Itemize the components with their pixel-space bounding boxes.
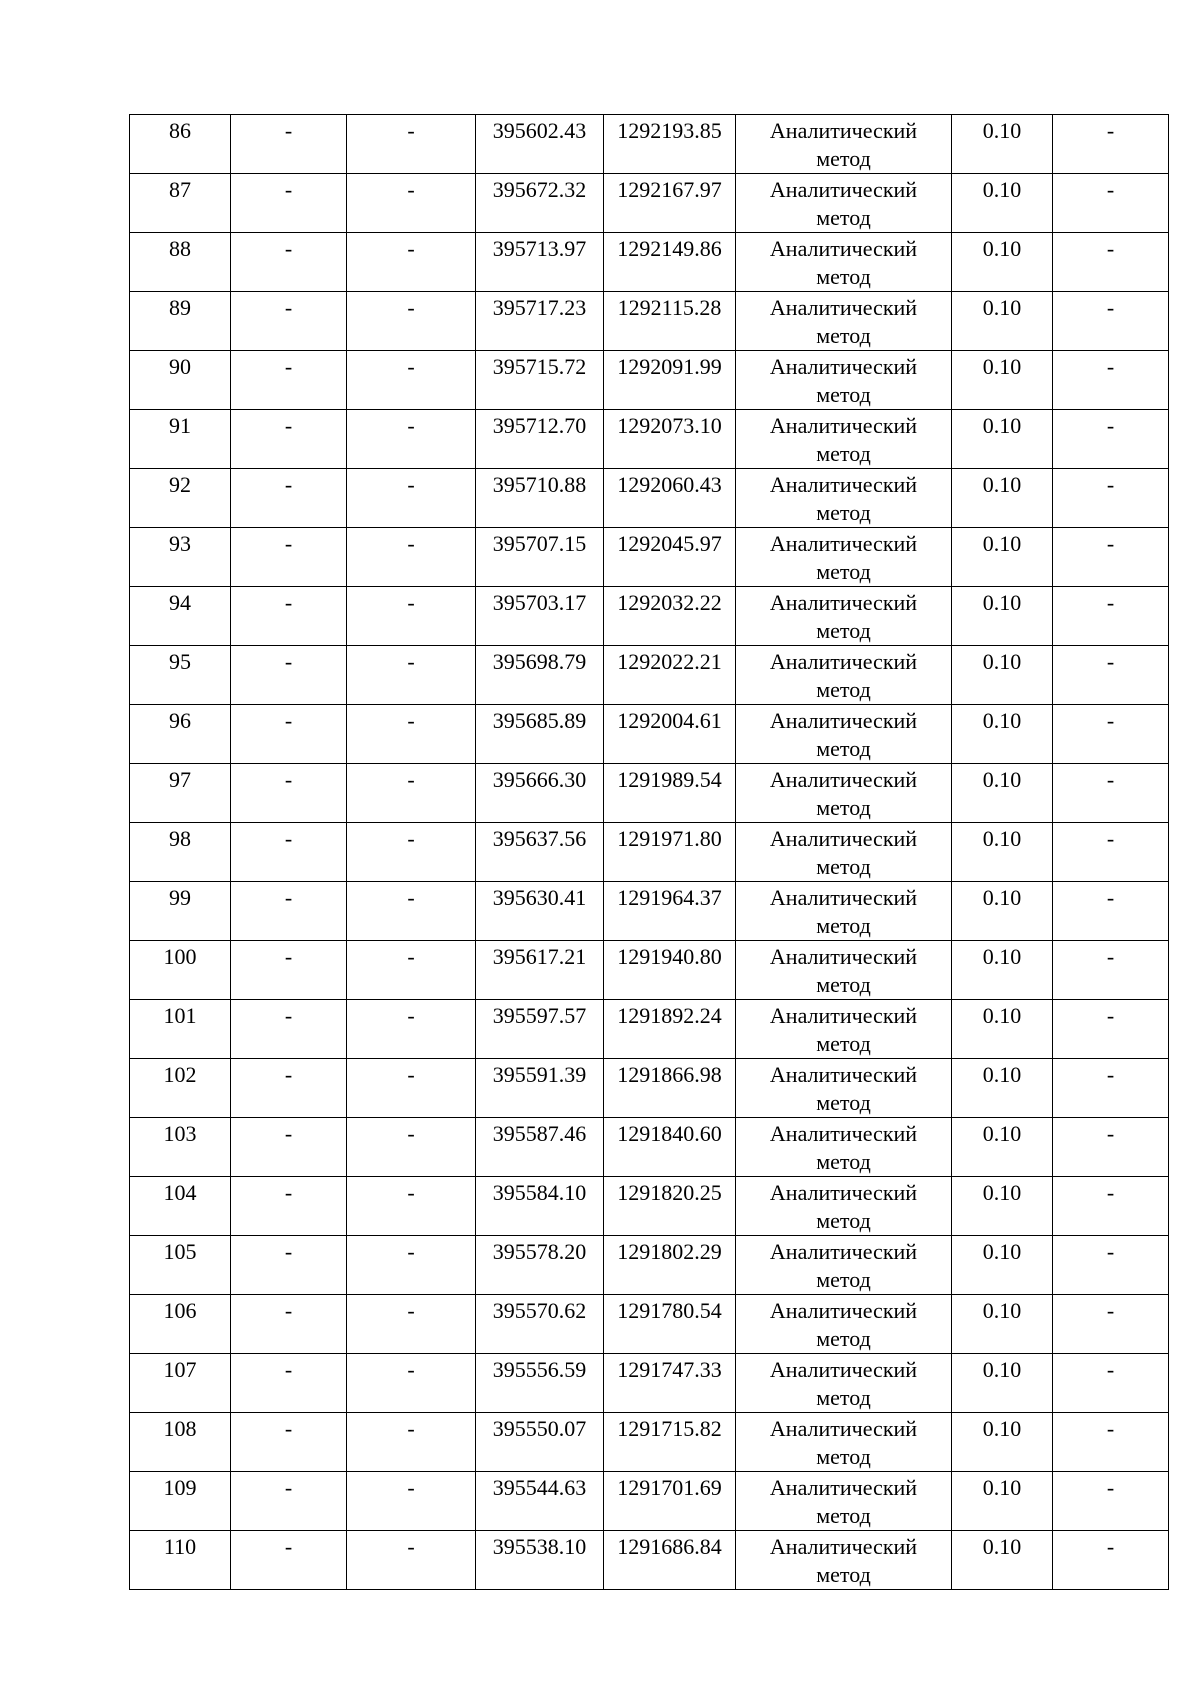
point-number-cell: 99 xyxy=(130,882,231,941)
method-cell xyxy=(736,587,952,646)
method-line-2: метод xyxy=(816,146,871,171)
x-coordinate-cell: 395717.23 xyxy=(476,292,604,351)
method-line-1: Аналитический xyxy=(769,826,918,851)
method-cell xyxy=(736,469,952,528)
x-coordinate-cell: 395538.10 xyxy=(476,1531,604,1590)
empty-dash-cell: - xyxy=(347,1413,476,1472)
point-number-cell: 93 xyxy=(130,528,231,587)
empty-dash-cell: - xyxy=(231,469,347,528)
empty-dash-cell: - xyxy=(347,764,476,823)
point-number-cell: 104 xyxy=(130,1177,231,1236)
empty-dash-cell: - xyxy=(231,1059,347,1118)
y-coordinate-cell: 1292004.61 xyxy=(604,705,736,764)
method-line-2: метод xyxy=(816,1149,871,1174)
empty-dash-cell: - xyxy=(347,1472,476,1531)
empty-dash-cell: - xyxy=(1053,1059,1169,1118)
method-cell xyxy=(736,528,952,587)
method-cell xyxy=(736,823,952,882)
method-line-1: Аналитический xyxy=(769,1180,918,1205)
empty-dash-cell: - xyxy=(231,646,347,705)
table-row xyxy=(130,646,1169,705)
empty-dash-cell: - xyxy=(231,233,347,292)
accuracy-cell: 0.10 xyxy=(952,941,1053,1000)
empty-dash-cell: - xyxy=(347,410,476,469)
y-coordinate-cell: 1291802.29 xyxy=(604,1236,736,1295)
x-coordinate-cell: 395584.10 xyxy=(476,1177,604,1236)
method-cell xyxy=(736,1531,952,1590)
point-number-cell: 105 xyxy=(130,1236,231,1295)
y-coordinate-cell: 1291892.24 xyxy=(604,1000,736,1059)
table-row xyxy=(130,1472,1169,1531)
method-line-1: Аналитический xyxy=(769,1416,918,1441)
empty-dash-cell: - xyxy=(1053,1177,1169,1236)
accuracy-cell: 0.10 xyxy=(952,1118,1053,1177)
empty-dash-cell: - xyxy=(231,528,347,587)
empty-dash-cell: - xyxy=(1053,115,1169,174)
table-row xyxy=(130,705,1169,764)
x-coordinate-cell: 395550.07 xyxy=(476,1413,604,1472)
x-coordinate-cell: 395672.32 xyxy=(476,174,604,233)
empty-dash-cell: - xyxy=(347,115,476,174)
method-line-1: Аналитический xyxy=(769,295,918,320)
x-coordinate-cell: 395685.89 xyxy=(476,705,604,764)
empty-dash-cell: - xyxy=(1053,1295,1169,1354)
table-row xyxy=(130,1531,1169,1590)
point-number-cell: 109 xyxy=(130,1472,231,1531)
method-cell xyxy=(736,1236,952,1295)
table-row xyxy=(130,469,1169,528)
method-cell xyxy=(736,1118,952,1177)
table-row xyxy=(130,1236,1169,1295)
y-coordinate-cell: 1291989.54 xyxy=(604,764,736,823)
accuracy-cell: 0.10 xyxy=(952,292,1053,351)
method-line-1: Аналитический xyxy=(769,531,918,556)
empty-dash-cell: - xyxy=(347,1177,476,1236)
empty-dash-cell: - xyxy=(231,1413,347,1472)
table-row xyxy=(130,1059,1169,1118)
empty-dash-cell: - xyxy=(347,882,476,941)
empty-dash-cell: - xyxy=(231,1000,347,1059)
point-number-cell: 95 xyxy=(130,646,231,705)
table-row xyxy=(130,1118,1169,1177)
method-cell xyxy=(736,1000,952,1059)
table-row xyxy=(130,528,1169,587)
y-coordinate-cell: 1291866.98 xyxy=(604,1059,736,1118)
point-number-cell: 107 xyxy=(130,1354,231,1413)
empty-dash-cell: - xyxy=(231,1118,347,1177)
point-number-cell: 97 xyxy=(130,764,231,823)
empty-dash-cell: - xyxy=(347,1000,476,1059)
empty-dash-cell: - xyxy=(231,115,347,174)
empty-dash-cell: - xyxy=(231,1236,347,1295)
method-cell xyxy=(736,174,952,233)
x-coordinate-cell: 395707.15 xyxy=(476,528,604,587)
table-row xyxy=(130,1177,1169,1236)
empty-dash-cell: - xyxy=(1053,646,1169,705)
empty-dash-cell: - xyxy=(347,1236,476,1295)
empty-dash-cell: - xyxy=(1053,1000,1169,1059)
method-line-1: Аналитический xyxy=(769,236,918,261)
method-line-2: метод xyxy=(816,972,871,997)
empty-dash-cell: - xyxy=(231,1354,347,1413)
accuracy-cell: 0.10 xyxy=(952,174,1053,233)
empty-dash-cell: - xyxy=(347,823,476,882)
empty-dash-cell: - xyxy=(231,1531,347,1590)
method-line-2: метод xyxy=(816,1090,871,1115)
empty-dash-cell: - xyxy=(231,1472,347,1531)
method-line-1: Аналитический xyxy=(769,472,918,497)
accuracy-cell: 0.10 xyxy=(952,764,1053,823)
method-line-1: Аналитический xyxy=(769,1357,918,1382)
y-coordinate-cell: 1291964.37 xyxy=(604,882,736,941)
x-coordinate-cell: 395712.70 xyxy=(476,410,604,469)
empty-dash-cell: - xyxy=(347,174,476,233)
x-coordinate-cell: 395710.88 xyxy=(476,469,604,528)
x-coordinate-cell: 395703.17 xyxy=(476,587,604,646)
empty-dash-cell: - xyxy=(1053,764,1169,823)
empty-dash-cell: - xyxy=(1053,1118,1169,1177)
method-cell xyxy=(736,1413,952,1472)
y-coordinate-cell: 1291686.84 xyxy=(604,1531,736,1590)
empty-dash-cell: - xyxy=(347,646,476,705)
y-coordinate-cell: 1292032.22 xyxy=(604,587,736,646)
method-line-1: Аналитический xyxy=(769,590,918,615)
empty-dash-cell: - xyxy=(1053,1354,1169,1413)
table-row xyxy=(130,1295,1169,1354)
method-line-2: метод xyxy=(816,1385,871,1410)
method-line-2: метод xyxy=(816,1267,871,1292)
accuracy-cell: 0.10 xyxy=(952,1177,1053,1236)
y-coordinate-cell: 1291840.60 xyxy=(604,1118,736,1177)
y-coordinate-cell: 1292022.21 xyxy=(604,646,736,705)
empty-dash-cell: - xyxy=(231,764,347,823)
empty-dash-cell: - xyxy=(347,587,476,646)
method-line-2: метод xyxy=(816,1562,871,1587)
empty-dash-cell: - xyxy=(1053,469,1169,528)
point-number-cell: 96 xyxy=(130,705,231,764)
table-row xyxy=(130,233,1169,292)
empty-dash-cell: - xyxy=(1053,292,1169,351)
accuracy-cell: 0.10 xyxy=(952,115,1053,174)
method-line-2: метод xyxy=(816,1503,871,1528)
y-coordinate-cell: 1292167.97 xyxy=(604,174,736,233)
point-number-cell: 92 xyxy=(130,469,231,528)
empty-dash-cell: - xyxy=(1053,410,1169,469)
y-coordinate-cell: 1292060.43 xyxy=(604,469,736,528)
point-number-cell: 101 xyxy=(130,1000,231,1059)
method-cell xyxy=(736,705,952,764)
method-line-2: метод xyxy=(816,500,871,525)
method-line-1: Аналитический xyxy=(769,1121,918,1146)
method-line-1: Аналитический xyxy=(769,413,918,438)
method-line-2: метод xyxy=(816,1444,871,1469)
method-cell xyxy=(736,233,952,292)
method-cell xyxy=(736,882,952,941)
accuracy-cell: 0.10 xyxy=(952,587,1053,646)
accuracy-cell: 0.10 xyxy=(952,1472,1053,1531)
table-row xyxy=(130,1413,1169,1472)
method-cell xyxy=(736,351,952,410)
empty-dash-cell: - xyxy=(231,705,347,764)
empty-dash-cell: - xyxy=(347,469,476,528)
table-row xyxy=(130,292,1169,351)
x-coordinate-cell: 395602.43 xyxy=(476,115,604,174)
y-coordinate-cell: 1291940.80 xyxy=(604,941,736,1000)
method-line-1: Аналитический xyxy=(769,649,918,674)
empty-dash-cell: - xyxy=(347,1531,476,1590)
method-line-1: Аналитический xyxy=(769,708,918,733)
method-line-2: метод xyxy=(816,677,871,702)
method-line-2: метод xyxy=(816,559,871,584)
point-number-cell: 90 xyxy=(130,351,231,410)
empty-dash-cell: - xyxy=(231,351,347,410)
method-line-2: метод xyxy=(816,913,871,938)
method-cell xyxy=(736,410,952,469)
x-coordinate-cell: 395578.20 xyxy=(476,1236,604,1295)
table-row xyxy=(130,823,1169,882)
empty-dash-cell: - xyxy=(1053,351,1169,410)
y-coordinate-cell: 1291747.33 xyxy=(604,1354,736,1413)
method-cell xyxy=(736,1295,952,1354)
method-line-1: Аналитический xyxy=(769,1003,918,1028)
table-body xyxy=(130,115,1169,1590)
method-line-2: метод xyxy=(816,264,871,289)
x-coordinate-cell: 395666.30 xyxy=(476,764,604,823)
point-number-cell: 89 xyxy=(130,292,231,351)
point-number-cell: 102 xyxy=(130,1059,231,1118)
accuracy-cell: 0.10 xyxy=(952,1059,1053,1118)
y-coordinate-cell: 1292073.10 xyxy=(604,410,736,469)
accuracy-cell: 0.10 xyxy=(952,1531,1053,1590)
method-line-1: Аналитический xyxy=(769,1534,918,1559)
table-row xyxy=(130,1000,1169,1059)
x-coordinate-cell: 395698.79 xyxy=(476,646,604,705)
method-cell xyxy=(736,1177,952,1236)
method-line-2: метод xyxy=(816,1208,871,1233)
y-coordinate-cell: 1292115.28 xyxy=(604,292,736,351)
x-coordinate-cell: 395587.46 xyxy=(476,1118,604,1177)
method-line-1: Аналитический xyxy=(769,885,918,910)
method-cell xyxy=(736,1059,952,1118)
x-coordinate-cell: 395570.62 xyxy=(476,1295,604,1354)
empty-dash-cell: - xyxy=(231,1177,347,1236)
empty-dash-cell: - xyxy=(347,233,476,292)
empty-dash-cell: - xyxy=(347,1295,476,1354)
x-coordinate-cell: 395591.39 xyxy=(476,1059,604,1118)
accuracy-cell: 0.10 xyxy=(952,1354,1053,1413)
method-cell xyxy=(736,292,952,351)
point-number-cell: 106 xyxy=(130,1295,231,1354)
method-line-1: Аналитический xyxy=(769,1062,918,1087)
y-coordinate-cell: 1291701.69 xyxy=(604,1472,736,1531)
method-cell xyxy=(736,764,952,823)
empty-dash-cell: - xyxy=(347,351,476,410)
method-line-2: метод xyxy=(816,382,871,407)
empty-dash-cell: - xyxy=(231,941,347,1000)
empty-dash-cell: - xyxy=(1053,174,1169,233)
empty-dash-cell: - xyxy=(347,528,476,587)
method-line-2: метод xyxy=(816,618,871,643)
method-line-1: Аналитический xyxy=(769,354,918,379)
accuracy-cell: 0.10 xyxy=(952,410,1053,469)
table-row xyxy=(130,764,1169,823)
method-cell xyxy=(736,115,952,174)
method-line-1: Аналитический xyxy=(769,1239,918,1264)
point-number-cell: 108 xyxy=(130,1413,231,1472)
empty-dash-cell: - xyxy=(231,292,347,351)
method-line-1: Аналитический xyxy=(769,177,918,202)
empty-dash-cell: - xyxy=(1053,1531,1169,1590)
table-row xyxy=(130,410,1169,469)
point-number-cell: 103 xyxy=(130,1118,231,1177)
empty-dash-cell: - xyxy=(1053,823,1169,882)
empty-dash-cell: - xyxy=(1053,882,1169,941)
table-row xyxy=(130,174,1169,233)
empty-dash-cell: - xyxy=(231,587,347,646)
accuracy-cell: 0.10 xyxy=(952,1236,1053,1295)
empty-dash-cell: - xyxy=(1053,587,1169,646)
empty-dash-cell: - xyxy=(1053,941,1169,1000)
accuracy-cell: 0.10 xyxy=(952,528,1053,587)
table-row xyxy=(130,351,1169,410)
y-coordinate-cell: 1291971.80 xyxy=(604,823,736,882)
empty-dash-cell: - xyxy=(1053,528,1169,587)
empty-dash-cell: - xyxy=(231,410,347,469)
method-line-2: метод xyxy=(816,854,871,879)
empty-dash-cell: - xyxy=(1053,1413,1169,1472)
accuracy-cell: 0.10 xyxy=(952,1000,1053,1059)
empty-dash-cell: - xyxy=(347,292,476,351)
method-line-1: Аналитический xyxy=(769,118,918,143)
y-coordinate-cell: 1292045.97 xyxy=(604,528,736,587)
method-line-1: Аналитический xyxy=(769,1298,918,1323)
x-coordinate-cell: 395715.72 xyxy=(476,351,604,410)
point-number-cell: 98 xyxy=(130,823,231,882)
y-coordinate-cell: 1291780.54 xyxy=(604,1295,736,1354)
point-number-cell: 87 xyxy=(130,174,231,233)
coordinates-table xyxy=(129,114,1169,1590)
accuracy-cell: 0.10 xyxy=(952,705,1053,764)
method-line-2: метод xyxy=(816,1031,871,1056)
method-line-2: метод xyxy=(816,1326,871,1351)
method-cell xyxy=(736,1472,952,1531)
empty-dash-cell: - xyxy=(1053,1236,1169,1295)
point-number-cell: 88 xyxy=(130,233,231,292)
table-row xyxy=(130,941,1169,1000)
point-number-cell: 86 xyxy=(130,115,231,174)
empty-dash-cell: - xyxy=(347,1354,476,1413)
x-coordinate-cell: 395637.56 xyxy=(476,823,604,882)
empty-dash-cell: - xyxy=(231,882,347,941)
table-row xyxy=(130,115,1169,174)
method-line-2: метод xyxy=(816,205,871,230)
x-coordinate-cell: 395544.63 xyxy=(476,1472,604,1531)
method-line-1: Аналитический xyxy=(769,1475,918,1500)
x-coordinate-cell: 395617.21 xyxy=(476,941,604,1000)
x-coordinate-cell: 395713.97 xyxy=(476,233,604,292)
empty-dash-cell: - xyxy=(1053,233,1169,292)
method-line-2: метод xyxy=(816,323,871,348)
accuracy-cell: 0.10 xyxy=(952,646,1053,705)
empty-dash-cell: - xyxy=(347,941,476,1000)
y-coordinate-cell: 1291820.25 xyxy=(604,1177,736,1236)
empty-dash-cell: - xyxy=(347,1118,476,1177)
empty-dash-cell: - xyxy=(231,823,347,882)
accuracy-cell: 0.10 xyxy=(952,233,1053,292)
accuracy-cell: 0.10 xyxy=(952,823,1053,882)
point-number-cell: 110 xyxy=(130,1531,231,1590)
method-line-2: метод xyxy=(816,795,871,820)
method-cell xyxy=(736,646,952,705)
accuracy-cell: 0.10 xyxy=(952,1295,1053,1354)
method-cell xyxy=(736,1354,952,1413)
x-coordinate-cell: 395556.59 xyxy=(476,1354,604,1413)
table-row xyxy=(130,587,1169,646)
empty-dash-cell: - xyxy=(1053,1472,1169,1531)
y-coordinate-cell: 1292091.99 xyxy=(604,351,736,410)
empty-dash-cell: - xyxy=(1053,705,1169,764)
accuracy-cell: 0.10 xyxy=(952,469,1053,528)
x-coordinate-cell: 395597.57 xyxy=(476,1000,604,1059)
y-coordinate-cell: 1292193.85 xyxy=(604,115,736,174)
empty-dash-cell: - xyxy=(347,1059,476,1118)
y-coordinate-cell: 1292149.86 xyxy=(604,233,736,292)
method-line-2: метод xyxy=(816,441,871,466)
method-line-1: Аналитический xyxy=(769,944,918,969)
point-number-cell: 94 xyxy=(130,587,231,646)
point-number-cell: 91 xyxy=(130,410,231,469)
empty-dash-cell: - xyxy=(231,174,347,233)
empty-dash-cell: - xyxy=(231,1295,347,1354)
method-line-2: метод xyxy=(816,736,871,761)
accuracy-cell: 0.10 xyxy=(952,882,1053,941)
y-coordinate-cell: 1291715.82 xyxy=(604,1413,736,1472)
point-number-cell: 100 xyxy=(130,941,231,1000)
method-cell xyxy=(736,941,952,1000)
empty-dash-cell: - xyxy=(347,705,476,764)
accuracy-cell: 0.10 xyxy=(952,1413,1053,1472)
method-line-1: Аналитический xyxy=(769,767,918,792)
x-coordinate-cell: 395630.41 xyxy=(476,882,604,941)
table-row xyxy=(130,882,1169,941)
table-row xyxy=(130,1354,1169,1413)
accuracy-cell: 0.10 xyxy=(952,351,1053,410)
